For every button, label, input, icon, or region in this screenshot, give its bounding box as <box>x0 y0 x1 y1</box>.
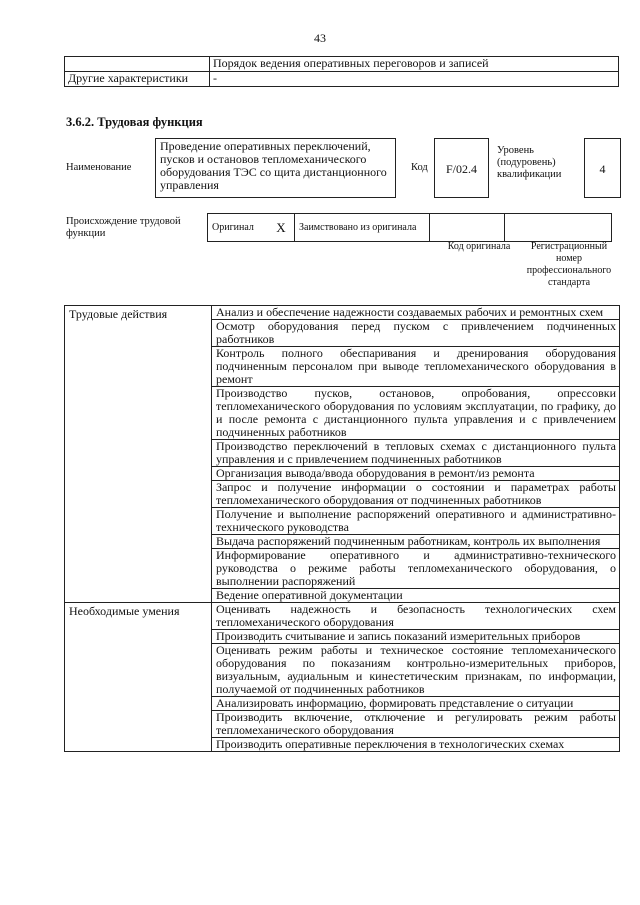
original-code-cell <box>430 214 505 242</box>
table-cell: - <box>210 72 619 87</box>
code-value-box: F/02.4 <box>434 138 489 198</box>
function-details-table <box>64 305 620 752</box>
table-row <box>65 306 620 320</box>
list-item: Контроль полного обеспаривания и дренирования оборудования подчиненным персоналом при выводе тепломеханического оборудования в ремонт <box>212 347 620 387</box>
name-label: Наименование <box>66 162 132 173</box>
table-row <box>65 57 619 72</box>
page-number: 43 <box>314 31 326 45</box>
list-item: Ведение оперативной документации <box>212 589 620 603</box>
list-item: Получение и выполнение распоряжений оперативного и административно-технического руководства <box>212 508 620 535</box>
list-item: Оценивать режим работы и техническое состояние тепломеханического оборудования по показаниям контрольно-измерительных приборов, визуальным, аудиальным и кинестетическим признакам, по информации, получаемой от подчиненных работников <box>212 644 620 697</box>
original-label: Оригинал <box>208 214 269 242</box>
origin-label: Происхождение трудовой функции <box>66 216 181 239</box>
labor-actions-label: Трудовые действия <box>65 306 212 603</box>
list-item: Информирование оперативного и административно-технического руководства о режиме работы тепломеханического оборудования, о выполнении распоряжений <box>212 549 620 589</box>
registration-number-cell <box>505 214 612 242</box>
list-item: Оценивать надежность и безопасность технологических схем тепломеханического оборудования <box>212 603 620 630</box>
table-row <box>208 214 612 242</box>
list-item: Производить включение, отключение и регулировать режим работы тепломеханического оборудования <box>212 711 620 738</box>
registration-caption: Регистрационный номер профессионального стандарта <box>526 241 612 288</box>
section-title: 3.6.2. Трудовая функция <box>66 115 203 129</box>
table-row <box>65 72 619 87</box>
table-row <box>65 603 620 630</box>
original-mark: X <box>268 214 295 242</box>
empty-cell <box>65 57 210 72</box>
list-item: Выдача распоряжений подчиненным работникам, контроль их выполнения <box>212 535 620 549</box>
function-name-box: Проведение оперативных переключений, пусков и остановов тепломеханического оборудования ТЭС со щита дистанционного управления <box>155 138 396 198</box>
list-item: Производство пусков, остановов, опробования, опрессовки тепломеханического оборудования по условиям эксплуатации, по графику, до и после ремонта с дистанционного пульта управления и с привлечением подчиненных работников <box>212 387 620 440</box>
level-value-box: 4 <box>584 138 621 198</box>
level-label: Уровень (подуровень) квалификации <box>497 145 562 180</box>
skills-group <box>65 603 620 752</box>
list-item: Анализировать информацию, формировать представление о ситуации <box>212 697 620 711</box>
labor-actions-group <box>65 306 620 603</box>
code-caption: Код оригинала <box>447 241 511 252</box>
list-item: Организация вывода/ввода оборудования в ремонт/из ремонта <box>212 467 620 481</box>
list-item: Осмотр оборудования перед пуском с привлечением подчиненных работников <box>212 320 620 347</box>
origin-table <box>207 213 612 242</box>
list-item: Производить считывание и запись показаний измерительных приборов <box>212 630 620 644</box>
table-cell: Порядок ведения оперативных переговоров и записей <box>210 57 619 72</box>
borrowed-label: Заимствовано из оригинала <box>295 214 430 242</box>
list-item: Запрос и получение информации о состоянии и параметрах работы тепломеханического оборудования от подчиненных работников <box>212 481 620 508</box>
list-item: Производить оперативные переключения в технологических схемах <box>212 738 620 752</box>
previous-section-table <box>64 56 619 87</box>
code-label: Код <box>411 162 428 173</box>
row-label: Другие характеристики <box>65 72 210 87</box>
skills-label: Необходимые умения <box>65 603 212 752</box>
list-item: Производство переключений в тепловых схемах с дистанционного пульта управления и с привлечением подчиненных работников <box>212 440 620 467</box>
list-item: Анализ и обеспечение надежности создаваемых рабочих и ремонтных схем <box>212 306 620 320</box>
